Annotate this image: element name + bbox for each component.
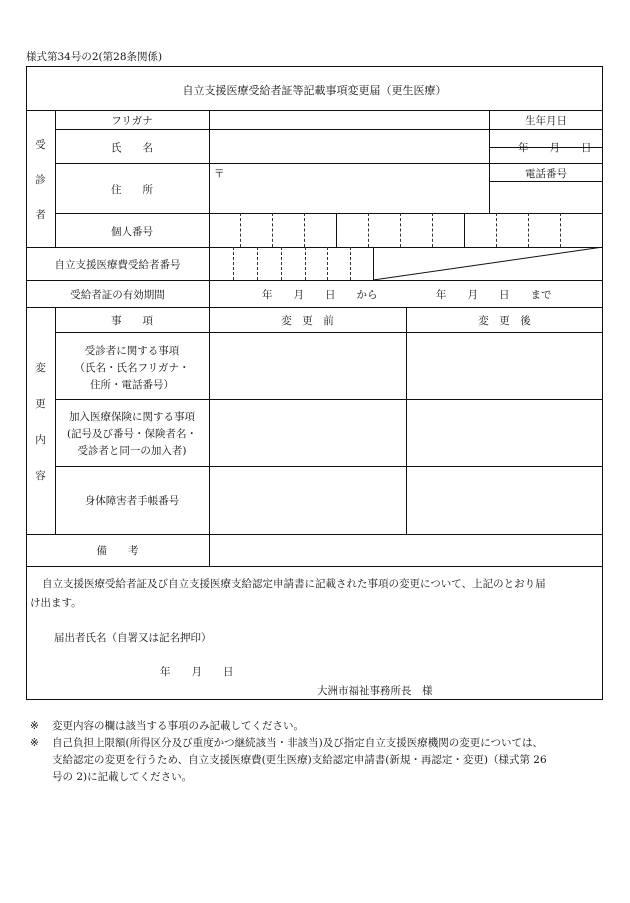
disability-after-field[interactable] [407,467,602,533]
changes-label-char: 内 [35,434,46,446]
validity-from[interactable]: 年 月 日 から [262,289,378,301]
personal-number-field[interactable] [210,214,602,246]
birthdate-label: 生年月日 [525,115,567,127]
note-text: 支給認定の変更を行うため、自立支援医療費(更生医療)支給認定申請書(新規・再認定・変更)（様式第 26 [52,754,547,766]
declaration-date[interactable]: 年 月 日 [160,666,234,678]
personal-number-label: 個人番号 [111,226,153,238]
address-field[interactable] [210,164,488,212]
recipient-number-label: 自立支援医療費受給者番号 [54,259,181,271]
birthdate-fields[interactable]: 年 月 日 [518,142,592,154]
phone-field[interactable] [490,182,602,212]
diagonal-strike [373,247,603,280]
change-item-insurance: 受診者と同一の加入者) [77,445,187,457]
submitter-label: 届出者氏名（自署又は記名押印） [54,632,212,644]
declaration-line: け出ます。 [30,597,82,609]
patient-label-char: 受 [35,139,46,151]
change-item-insurance: (記号及び番号・保険者名・ [66,428,198,440]
addressee: 大洲市福祉事務所長 様 [317,685,433,697]
form-title: 自立支援医療受給者証等記載事項変更届（更生医療） [182,84,447,97]
name-label: 氏 名 [111,142,153,154]
note-mark: ※ [30,720,39,732]
note-text: 自己負担上限額(所得区分及び重度かつ継続該当・非該当)及び指定自立支援医療機関の変更については、 [52,737,543,749]
insurance-after-field[interactable] [407,400,602,465]
change-item-disability-number: 身体障害者手帳番号 [84,495,180,507]
phone-label: 電話番号 [525,168,567,180]
patient-label-char: 診 [35,174,46,186]
remarks-label: 備 考 [96,545,139,557]
form-number: 様式第34号の2(第28条関係) [26,51,163,63]
note-mark: ※ [30,737,39,749]
change-item-patient: 受診者に関する事項 [84,345,180,357]
disability-before-field[interactable] [210,467,405,533]
note-text: 号の 2)に記載してください。 [52,771,193,783]
postal-mark: 〒 [214,168,225,180]
note [26,718,616,735]
notes [26,718,616,786]
changes-label-char: 更 [35,398,46,410]
remarks-field[interactable] [210,535,602,565]
change-item-patient: （氏名・氏名フリガナ・ [74,362,190,374]
note [26,735,616,786]
validity-label: 受給者証の有効期間 [70,289,165,301]
col-before-header: 変 更 前 [281,315,334,327]
patient-label-char: 者 [35,209,46,221]
furigana-field[interactable] [210,111,488,128]
validity-to[interactable]: 年 月 日 まで [436,289,552,301]
name-field[interactable] [210,130,488,162]
recipient-number-field[interactable] [210,248,372,279]
change-item-patient: 住所・電話番号） [90,379,174,391]
changes-label-char: 容 [35,470,46,482]
insurance-before-field[interactable] [210,400,405,465]
declaration-line: 自立支援医療受給者証及び自立支援医療支給認定申請書に記載された事項の変更について、上記のとおり届 [42,578,546,590]
address-label: 住 所 [111,184,153,196]
changes-label-char: 変 [35,362,46,374]
col-after-header: 変 更 後 [478,315,531,327]
col-item-header: 事 項 [111,315,153,327]
note-text: 変更内容の欄は該当する事項のみ記載してください。 [52,720,304,732]
furigana-label: フリガナ [111,115,153,127]
patient-before-field[interactable] [210,333,405,398]
change-item-insurance: 加入医療保険に関する事項 [69,411,195,423]
patient-after-field[interactable] [407,333,602,398]
